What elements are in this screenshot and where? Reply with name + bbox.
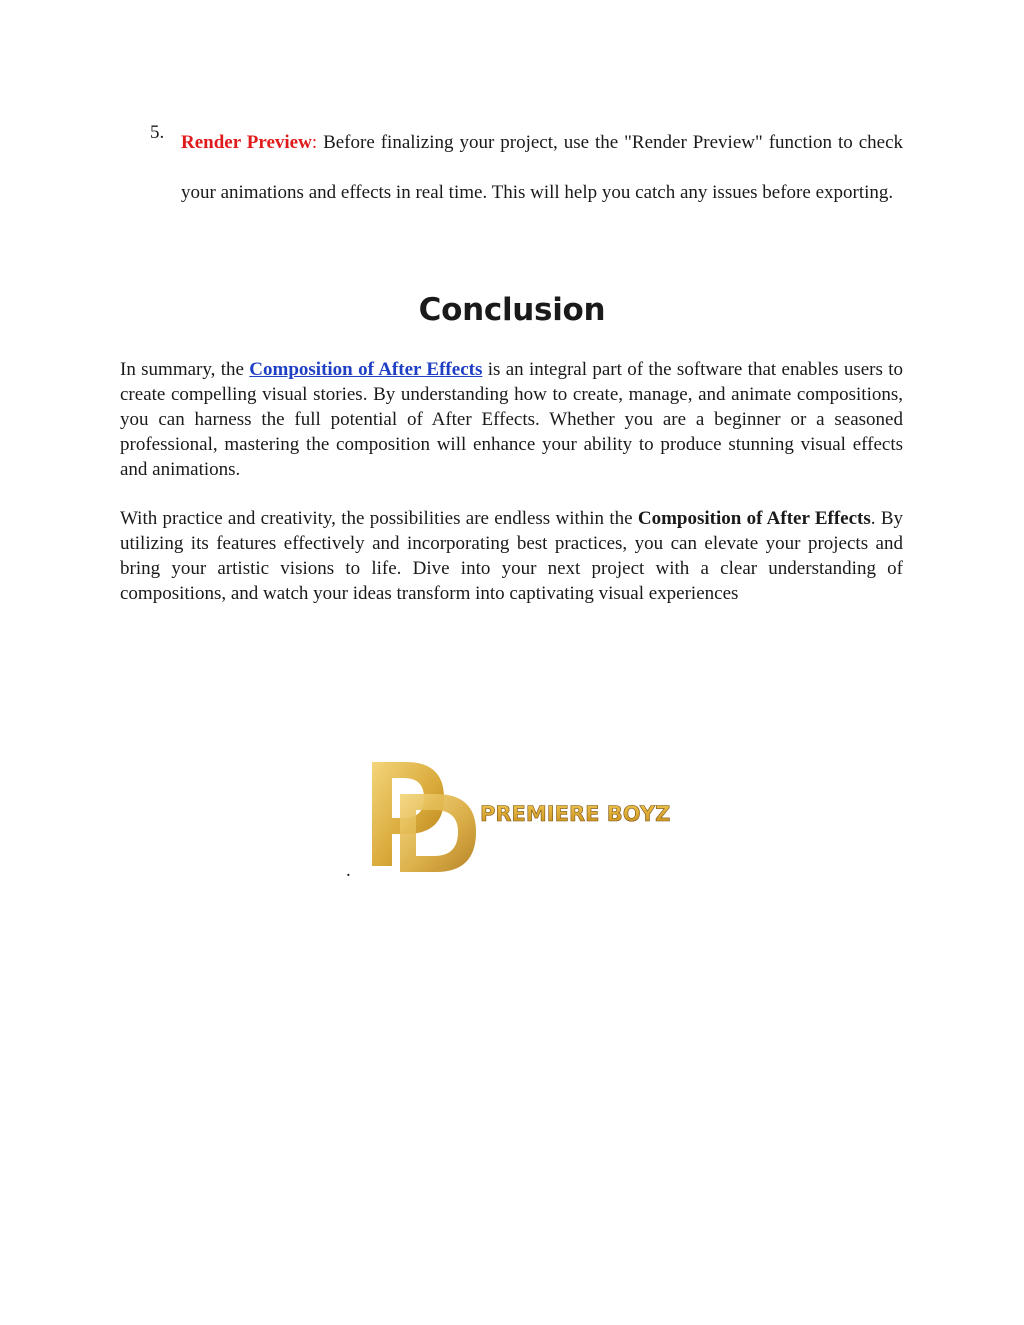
list-item-colon: :: [311, 132, 318, 153]
trailing-dot: .: [346, 860, 351, 881]
list-number: 5.: [150, 122, 165, 143]
conclusion-paragraph-1: [120, 357, 903, 482]
list-item-term: Render Preview: [181, 132, 312, 153]
logo-ring-mark: [400, 794, 476, 872]
p2-text-before: With practice and creativity, the possibilities are endless within the: [120, 508, 638, 529]
conclusion-paragraph-2: [120, 506, 903, 606]
p2-bold-term: Composition of After Effects: [637, 508, 871, 529]
conclusion-heading: Conclusion: [418, 292, 606, 328]
composition-link[interactable]: Composition of After Effects: [249, 359, 483, 380]
premiere-boyz-logo: [366, 754, 686, 878]
list-item-text: Before finalizing your project, use the "Render Preview" function to check your animations and effects in real time. This will help you catch any issues before exporting.: [181, 132, 903, 203]
logo-text: PREMIERE BOYZ: [480, 802, 671, 826]
p1-text-after: is an integral part of the software that enables users to create compelling visual stories. By understanding how to create, manage, and animate compositions, you can harness the full potential of After Effects. Whether you are a beginner or a seasoned professional, mastering the composition will enhance your ability to produce stunning visual effects and animations.: [120, 359, 903, 480]
list-item-body: [181, 118, 903, 218]
p1-text-before: In summary, the: [120, 359, 250, 380]
p2-text-after: . By utilizing its features effectively and incorporating best practices, you can elevate your projects and bring your artistic visions to life. Dive into your next project with a clear understanding of compositions, and watch your ideas transform into captivating visual experiences: [120, 508, 903, 604]
